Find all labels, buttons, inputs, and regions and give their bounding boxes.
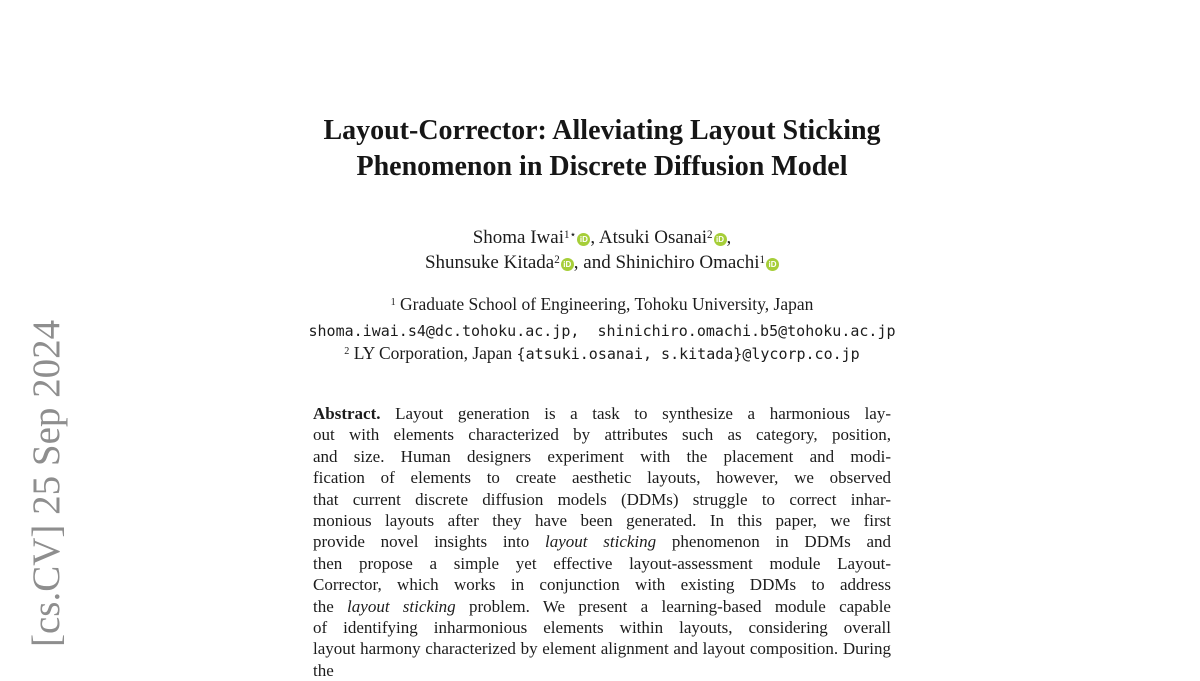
- text-segment: shoma.iwai.s4@dc.tohoku.ac.jp, shinichiro.omachi.b5@tohoku.ac.jp: [308, 322, 896, 340]
- abstract-line: [313, 553, 891, 574]
- affiliation-line-1: [4, 293, 1200, 319]
- superscript: 1: [390, 297, 396, 309]
- text-segment: Layout generation is a task to synthesize a harmonious lay-: [380, 404, 891, 423]
- abstract-line: [313, 638, 891, 680]
- orcid-icon[interactable]: iD: [714, 233, 727, 246]
- text-segment: that current discrete diffusion models (DDMs) struggle to correct inhar-: [313, 489, 891, 509]
- superscript: 2: [707, 229, 713, 242]
- text-segment: and size. Human designers experiment with the placement and modi-: [313, 446, 891, 466]
- abstract-line: [313, 596, 891, 617]
- text-segment: layout sticking: [347, 596, 456, 616]
- text-segment: layout harmony characterized by element alignment and layout composition. During the: [313, 639, 891, 680]
- orcid-icon[interactable]: iD: [577, 233, 590, 246]
- text-segment: the: [313, 596, 348, 616]
- abstract-line: [313, 446, 891, 467]
- superscript: 2: [554, 253, 560, 266]
- email-line: [4, 319, 1200, 342]
- orcid-icon[interactable]: iD: [561, 258, 574, 271]
- text-segment: then propose a simple yet effective layout-assessment module Layout-: [313, 553, 891, 573]
- text-segment: out with elements characterized by attributes such as category, position,: [313, 425, 891, 445]
- text-segment: ,: [726, 227, 732, 248]
- author-line-2: [4, 252, 1200, 277]
- text-segment: {atsuki.osanai, s.kitada}@lycorp.co.jp: [516, 345, 860, 363]
- text-segment: Abstract.: [313, 404, 381, 423]
- text-segment: Shoma Iwai: [472, 227, 564, 248]
- text-segment: problem. We present a learning-based module capable: [455, 596, 891, 616]
- text-segment: , Atsuki Osanai: [590, 227, 708, 248]
- text-segment: , and Shinichiro Omachi: [573, 251, 760, 273]
- text-segment: Corrector, which works in conjunction with existing DDMs to address: [313, 575, 891, 595]
- superscript: 1⋆: [563, 229, 577, 242]
- abstract-line: [313, 510, 891, 531]
- text-segment: of identifying inharmonious elements within layouts, considering overall: [313, 617, 891, 637]
- text-segment: layout sticking: [545, 532, 657, 552]
- text-segment: LY Corporation, Japan: [349, 343, 517, 363]
- affiliation-block: [4, 293, 1200, 368]
- text-segment: provide novel insights into: [313, 532, 546, 552]
- abstract-line: [313, 467, 891, 488]
- text-segment: Graduate School of Engineering, Tohoku University, Japan: [395, 294, 814, 314]
- text-segment: monious layouts after they have been generated. In this paper, we first: [313, 510, 891, 530]
- superscript: 2: [344, 346, 350, 358]
- text-segment: Shunsuke Kitada: [424, 251, 555, 273]
- paper-title: [4, 113, 1200, 185]
- abstract-line: [313, 424, 891, 445]
- arxiv-watermark: [cs.CV] 25 Sep 2024: [25, 319, 68, 647]
- abstract-line: [313, 489, 891, 510]
- author-line-1: [4, 227, 1200, 252]
- affiliation-line-2: [4, 342, 1200, 368]
- superscript: 1: [759, 253, 766, 266]
- paper-title-line2: Phenomenon in Discrete Diffusion Model: [356, 151, 848, 182]
- orcid-icon[interactable]: iD: [766, 258, 779, 271]
- abstract-line: [313, 403, 891, 424]
- paper-title-line1: Layout-Corrector: Alleviating Layout Sticking: [323, 115, 881, 146]
- text-segment: phenomenon in DDMs and: [656, 532, 892, 552]
- abstract: [313, 403, 892, 680]
- author-block: [4, 227, 1200, 276]
- text-segment: fication of elements to create aesthetic layouts, however, we observed: [313, 468, 891, 488]
- abstract-line: [313, 617, 891, 638]
- abstract-line: [313, 531, 891, 552]
- abstract-line: [313, 574, 891, 595]
